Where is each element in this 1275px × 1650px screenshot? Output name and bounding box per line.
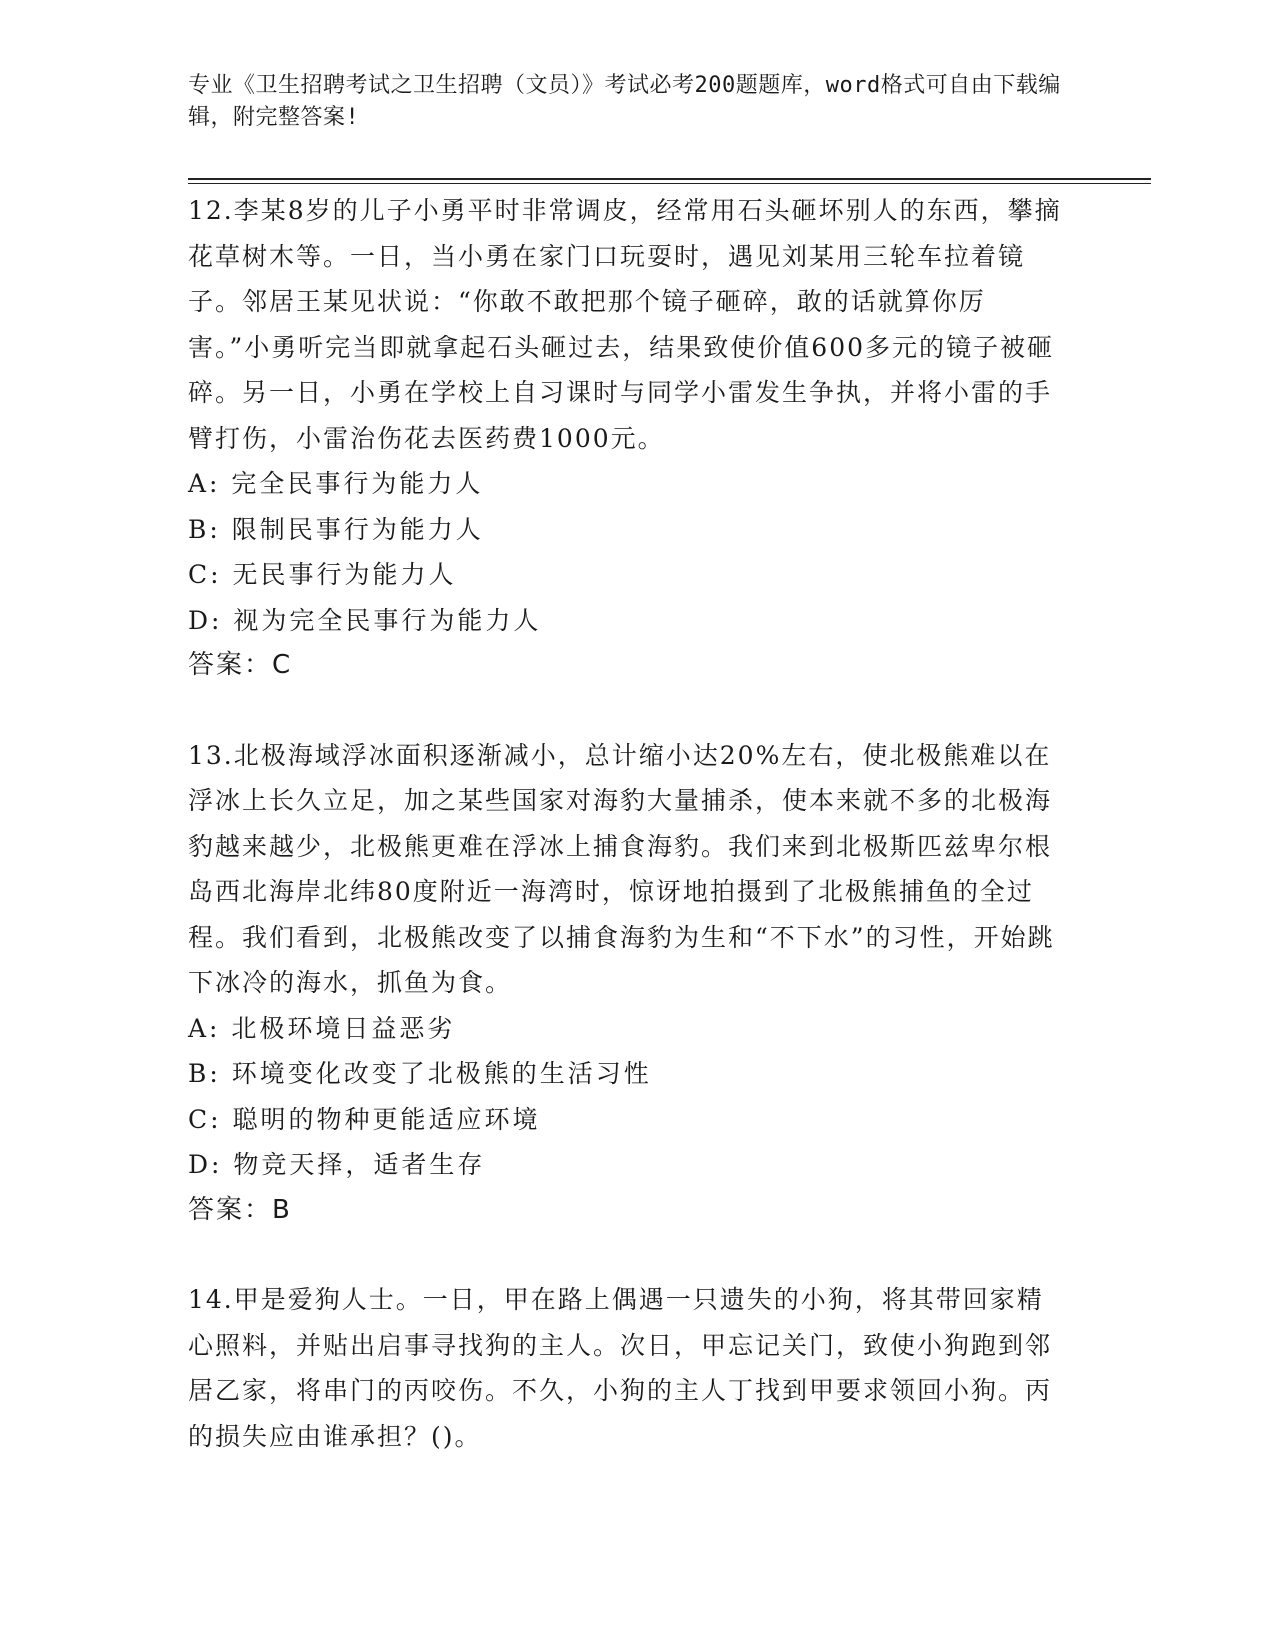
question-14 xyxy=(188,1277,1068,1459)
document-header xyxy=(188,70,1068,134)
question-list xyxy=(188,188,1068,1459)
question-spacer xyxy=(188,1233,1068,1277)
question-spacer xyxy=(188,689,1068,733)
option-a: A: 北极环境日益恶劣 xyxy=(188,1013,456,1043)
question-stem: 13.北极海域浮冰面积逐渐减小，总计缩小达20%左右，使北极熊难以在浮冰上长久立足，加之某些国家对海豹大量捕杀，使本来就不多的北极海豹越来越少，北极熊更难在浮冰上捕食海豹。我们来到北极斯匹兹卑尔根岛西北海岸北纬80度附近一海湾时，惊讶地拍摄到了北极熊捕鱼的全过程。我们看到，北极熊改变了以捕食海豹为生和“不下水”的习性，开始跳下冰冷的海水，抓鱼为食。 xyxy=(188,740,1055,997)
option-b: B: 环境变化改变了北极熊的生活习性 xyxy=(188,1059,652,1088)
question-stem: 12.李某8岁的儿子小勇平时非常调皮，经常用石头砸坏别人的东西，攀摘花草树木等。一日，当小勇在家门口玩耍时，遇见刘某用三轮车拉着镜子。邻居王某见状说：“你敢不敢把那个镜子砸碎，敢的话就算你厉害。”小勇听完当即就拿起石头砸过去，结果致使价值600多元的镜子被砸碎。另一日，小勇在学校上自习课时与同学小雷发生争执，并将小雷的手臂打伤，小雷治伤花去医药费1000元。 xyxy=(188,196,1062,453)
question-12 xyxy=(188,188,1068,689)
header-divider-thin xyxy=(188,183,1151,184)
question-13 xyxy=(188,733,1068,1234)
option-b: B: 限制民事行为能力人 xyxy=(188,514,484,544)
option-c: C: 无民事行为能力人 xyxy=(188,560,457,589)
option-c: C: 聪明的物种更能适应环境 xyxy=(188,1104,541,1134)
header-divider-thick xyxy=(188,178,1151,180)
option-d: D: 视为完全民事行为能力人 xyxy=(188,605,542,635)
header-title: 专业《卫生招聘考试之卫生招聘（文员）》考试必考200题题库，word格式可自由下载编辑，附完整答案! xyxy=(188,73,1061,130)
answer-label: 答案：C xyxy=(188,650,293,680)
option-d: D: 物竞天择，适者生存 xyxy=(188,1150,486,1179)
option-a: A: 完全民事行为能力人 xyxy=(188,469,484,498)
answer-label: 答案：B xyxy=(188,1194,292,1225)
question-stem: 14.甲是爱狗人士。一日，甲在路上偶遇一只遗失的小狗，将其带回家精心照料，并贴出启事寻找狗的主人。次日，甲忘记关门，致使小狗跑到邻居乙家，将串门的丙咬伤。不久，小狗的主人丁找到甲要求领回小狗。丙的损失应由谁承担？()。 xyxy=(188,1285,1053,1451)
